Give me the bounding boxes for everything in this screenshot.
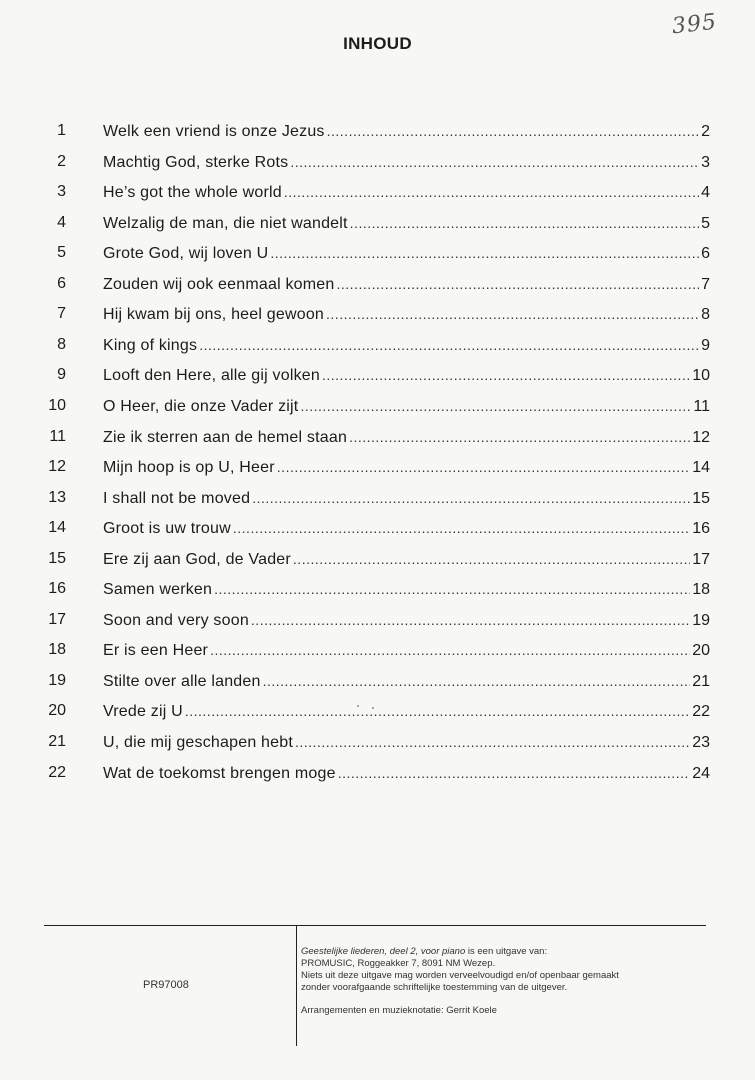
toc-dot-leader bbox=[293, 544, 690, 574]
toc-entry-number: 4 bbox=[57, 213, 66, 231]
toc-entry-number: 22 bbox=[48, 763, 66, 781]
toc-entry-title: Er is een Heer bbox=[103, 642, 209, 660]
toc-entry-title: Looft den Here, alle gij volken bbox=[103, 367, 320, 385]
toc-entry-line bbox=[103, 269, 710, 300]
toc-entry-number: 18 bbox=[48, 641, 66, 659]
toc-entry-page-number: 11 bbox=[693, 397, 710, 415]
publisher-address: PROMUSIC, Roggeakker 7, 8091 NM Wezep. bbox=[301, 958, 496, 969]
toc-entry bbox=[0, 391, 755, 421]
toc-dot-leader bbox=[350, 208, 699, 238]
paper-speck bbox=[372, 707, 374, 709]
toc-dot-leader bbox=[251, 605, 690, 635]
publication-line bbox=[301, 946, 721, 958]
toc-entry-line bbox=[103, 116, 710, 147]
toc-entry-line bbox=[103, 758, 710, 789]
toc-entry-line bbox=[103, 208, 710, 239]
paper-speck bbox=[357, 705, 359, 707]
toc-entry bbox=[0, 360, 755, 390]
toc-entry-page-number: 15 bbox=[692, 489, 710, 507]
toc-entry-line bbox=[103, 727, 710, 758]
toc-entry-title: King of kings bbox=[103, 336, 198, 354]
toc-dot-leader bbox=[284, 177, 699, 207]
toc-entry bbox=[0, 238, 755, 268]
toc-dot-leader bbox=[322, 360, 690, 390]
toc-entry-title: Welzalig de man, die niet wandelt bbox=[103, 214, 348, 232]
toc-entry-number: 19 bbox=[48, 671, 66, 689]
toc-entry bbox=[0, 574, 755, 604]
toc-entry-title: Samen werken bbox=[103, 581, 213, 599]
toc-dot-leader bbox=[337, 269, 700, 299]
toc-entry bbox=[0, 147, 755, 177]
publication-suffix: is een uitgave van: bbox=[465, 946, 548, 957]
toc-dot-leader bbox=[338, 758, 691, 788]
footer-divider bbox=[44, 925, 706, 926]
toc-entry bbox=[0, 452, 755, 482]
toc-entry-number: 16 bbox=[48, 580, 66, 598]
toc-entry-page-number: 12 bbox=[692, 428, 710, 446]
toc-entry-title: Zouden wij ook eenmaal komen bbox=[103, 275, 335, 293]
toc-dot-leader bbox=[214, 574, 690, 604]
toc-entry-page-number: 8 bbox=[701, 306, 710, 324]
toc-entry-number: 21 bbox=[48, 733, 66, 750]
toc-dot-leader bbox=[270, 238, 699, 268]
toc-entry-page-number: 6 bbox=[701, 245, 710, 263]
toc-dot-leader bbox=[349, 422, 690, 452]
toc-entry-page-number: 3 bbox=[701, 153, 710, 171]
toc-entry-page-number: 5 bbox=[701, 214, 710, 232]
toc-entry bbox=[0, 299, 755, 329]
toc-entry-number: 14 bbox=[48, 519, 66, 537]
toc-entry bbox=[0, 330, 755, 360]
toc-entry-number: 1 bbox=[57, 122, 66, 139]
toc-entry-title: Vrede zij U bbox=[103, 703, 183, 721]
toc-entry-page-number: 24 bbox=[692, 764, 710, 782]
toc-entry-title: Mijn hoop is op U, Heer bbox=[103, 459, 275, 477]
toc-entry bbox=[0, 605, 755, 635]
toc-dot-leader bbox=[263, 666, 691, 696]
toc-entry-title: Ere zij aan God, de Vader bbox=[103, 550, 291, 568]
toc-entry-page-number: 20 bbox=[692, 642, 710, 660]
toc-dot-leader bbox=[185, 696, 690, 726]
toc-entry-page-number: 23 bbox=[692, 734, 710, 751]
toc-entry-page-number: 9 bbox=[701, 336, 710, 354]
footer-vertical-divider bbox=[296, 925, 297, 1046]
toc-entry-line bbox=[103, 666, 710, 697]
toc-entry-title: Grote God, wij loven U bbox=[103, 245, 269, 263]
toc-entry-title: He’s got the whole world bbox=[103, 184, 282, 202]
toc-entry-number: 20 bbox=[48, 702, 66, 720]
publisher-info bbox=[301, 946, 721, 1017]
toc-entry-line bbox=[103, 238, 710, 269]
toc-entry-number: 6 bbox=[57, 274, 66, 292]
toc-entry-line bbox=[103, 330, 710, 361]
toc-dot-leader bbox=[290, 147, 699, 177]
toc-entry-title: Soon and very soon bbox=[103, 611, 249, 629]
toc-entry-title: Stilte over alle landen bbox=[103, 672, 261, 690]
toc-entry-number: 17 bbox=[48, 610, 66, 628]
toc-entry-line bbox=[103, 422, 710, 453]
toc-entry-title: Wat de toekomst brengen moge bbox=[103, 764, 336, 782]
copyright-line-2: zonder voorafgaande schriftelijke toestemming van de uitgever. bbox=[301, 982, 568, 993]
catalog-code: PR97008 bbox=[143, 979, 189, 991]
toc-entry-line bbox=[103, 483, 710, 514]
toc-entry bbox=[0, 483, 755, 513]
arrangements-credit: Arrangementen en muzieknotatie: Gerrit Koele bbox=[301, 1005, 497, 1016]
toc-entry-page-number: 7 bbox=[701, 275, 710, 293]
handwritten-page-note: 395 bbox=[670, 9, 719, 40]
toc-entry-number: 9 bbox=[57, 366, 66, 384]
toc-entry bbox=[0, 544, 755, 574]
toc-dot-leader bbox=[210, 635, 690, 665]
toc-entry-number: 8 bbox=[57, 335, 66, 353]
toc-entry-number: 7 bbox=[57, 305, 66, 323]
toc-entry-line bbox=[103, 360, 710, 391]
toc-entry-number: 3 bbox=[57, 183, 66, 201]
toc-entry bbox=[0, 208, 755, 238]
toc-entry-line bbox=[103, 544, 710, 575]
toc-entry-title: I shall not be moved bbox=[103, 489, 251, 507]
toc-entry-title: Groot is uw trouw bbox=[103, 520, 231, 538]
toc-entry-page-number: 16 bbox=[692, 520, 710, 538]
toc-entry-title: Zie ik sterren aan de hemel staan bbox=[103, 428, 348, 446]
toc-entry bbox=[0, 269, 755, 299]
toc-entry-title: U, die mij geschapen hebt bbox=[103, 734, 293, 751]
toc-dot-leader bbox=[277, 452, 690, 482]
toc-entry-line bbox=[103, 513, 710, 544]
toc-entry-page-number: 2 bbox=[701, 123, 710, 140]
toc-dot-leader bbox=[295, 727, 690, 757]
toc-entry-page-number: 10 bbox=[692, 367, 710, 385]
toc-entry-number: 11 bbox=[49, 427, 66, 445]
toc-dot-leader bbox=[252, 483, 690, 513]
toc-entry-title: Welk een vriend is onze Jezus bbox=[103, 123, 325, 140]
toc-entry bbox=[0, 513, 755, 543]
toc-entry-line bbox=[103, 635, 710, 666]
toc-entry-line bbox=[103, 147, 710, 178]
toc-entry-line bbox=[103, 696, 710, 727]
toc-entry-number: 10 bbox=[48, 396, 66, 414]
toc-entry-page-number: 4 bbox=[701, 184, 710, 202]
publication-title: Geestelijke liederen, deel 2, voor piano bbox=[301, 946, 466, 957]
toc-entry-page-number: 19 bbox=[692, 611, 710, 629]
toc-entry bbox=[0, 116, 755, 146]
toc-entry-number: 15 bbox=[48, 549, 66, 567]
toc-entry-title: O Heer, die onze Vader zijt bbox=[103, 397, 299, 415]
toc-entry-line bbox=[103, 574, 710, 605]
toc-entry-line bbox=[103, 177, 710, 208]
toc-dot-leader bbox=[327, 116, 699, 146]
toc-entry-line bbox=[103, 452, 710, 483]
toc-entry bbox=[0, 177, 755, 207]
toc-entry-line bbox=[103, 391, 710, 422]
toc-entry bbox=[0, 422, 755, 452]
toc-entry-page-number: 17 bbox=[692, 550, 710, 568]
toc-entry-number: 5 bbox=[57, 244, 66, 262]
copyright-line-1: Niets uit deze uitgave mag worden verveelvoudigd en/of openbaar gemaakt bbox=[301, 970, 619, 981]
toc-entry-page-number: 21 bbox=[692, 672, 710, 690]
toc-dot-leader bbox=[326, 299, 699, 329]
toc-dot-leader bbox=[233, 513, 690, 543]
toc-entry-title: Hij kwam bij ons, heel gewoon bbox=[103, 306, 325, 324]
toc-entry-number: 13 bbox=[48, 488, 66, 506]
toc-entry bbox=[0, 696, 755, 726]
toc-entry bbox=[0, 758, 755, 788]
toc-entry-line bbox=[103, 605, 710, 636]
toc-entry-page-number: 22 bbox=[692, 703, 710, 721]
toc-entry bbox=[0, 666, 755, 696]
toc-entry-line bbox=[103, 299, 710, 330]
toc-entry bbox=[0, 635, 755, 665]
toc-dot-leader bbox=[199, 330, 699, 360]
toc-entry-number: 12 bbox=[48, 458, 66, 476]
toc-entry-page-number: 18 bbox=[692, 581, 710, 599]
page-title: INHOUD bbox=[343, 34, 412, 53]
toc-entry-number: 2 bbox=[57, 152, 66, 170]
toc-entry bbox=[0, 727, 755, 757]
toc-entry-title: Machtig God, sterke Rots bbox=[103, 153, 289, 171]
toc-dot-leader bbox=[300, 391, 691, 421]
toc-entry-page-number: 14 bbox=[692, 459, 710, 477]
